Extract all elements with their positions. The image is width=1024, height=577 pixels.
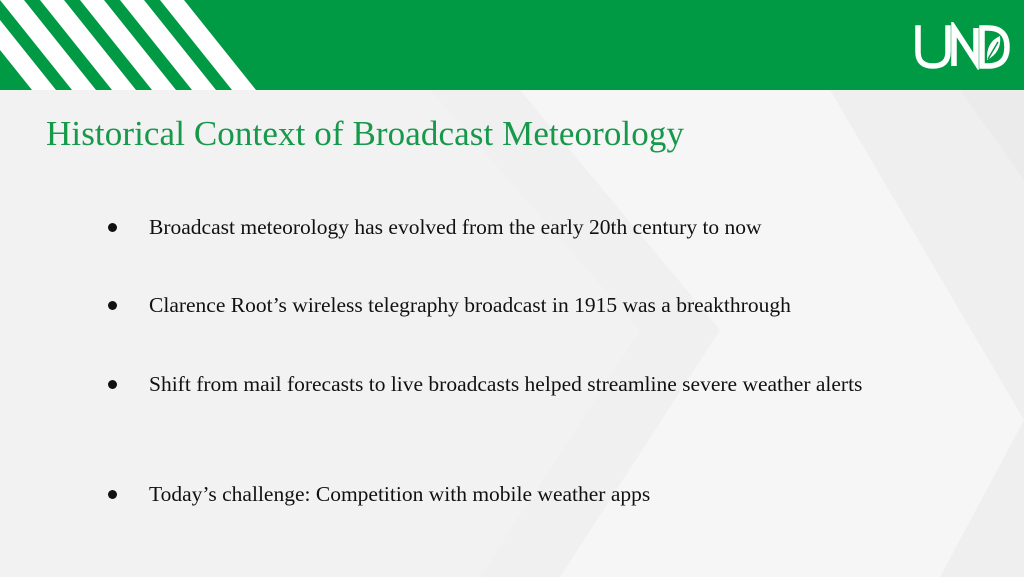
bullet-item (108, 368, 928, 400)
bullet-dot-icon (108, 301, 117, 310)
header-bar (0, 0, 1024, 90)
bullet-item (108, 211, 928, 243)
bullet-dot-icon (108, 380, 117, 389)
bullet-text: Broadcast meteorology has evolved from the early 20th century to now (149, 215, 762, 239)
bullet-text: Clarence Root’s wireless telegraphy broadcast in 1915 was a breakthrough (149, 293, 791, 317)
header-stripes (0, 0, 270, 90)
bullet-dot-icon (108, 223, 117, 232)
slide-title: Historical Context of Broadcast Meteorology (46, 114, 685, 153)
bullet-dot-icon (108, 490, 117, 499)
bullet-item (108, 289, 928, 321)
und-logo (914, 22, 1010, 70)
und-logo-mark (914, 22, 1010, 70)
bullet-text: Shift from mail forecasts to live broadcasts helped streamline severe weather alerts (149, 372, 863, 396)
bullet-text: Today’s challenge: Competition with mobile weather apps (149, 482, 651, 506)
bullet-item (108, 478, 928, 510)
